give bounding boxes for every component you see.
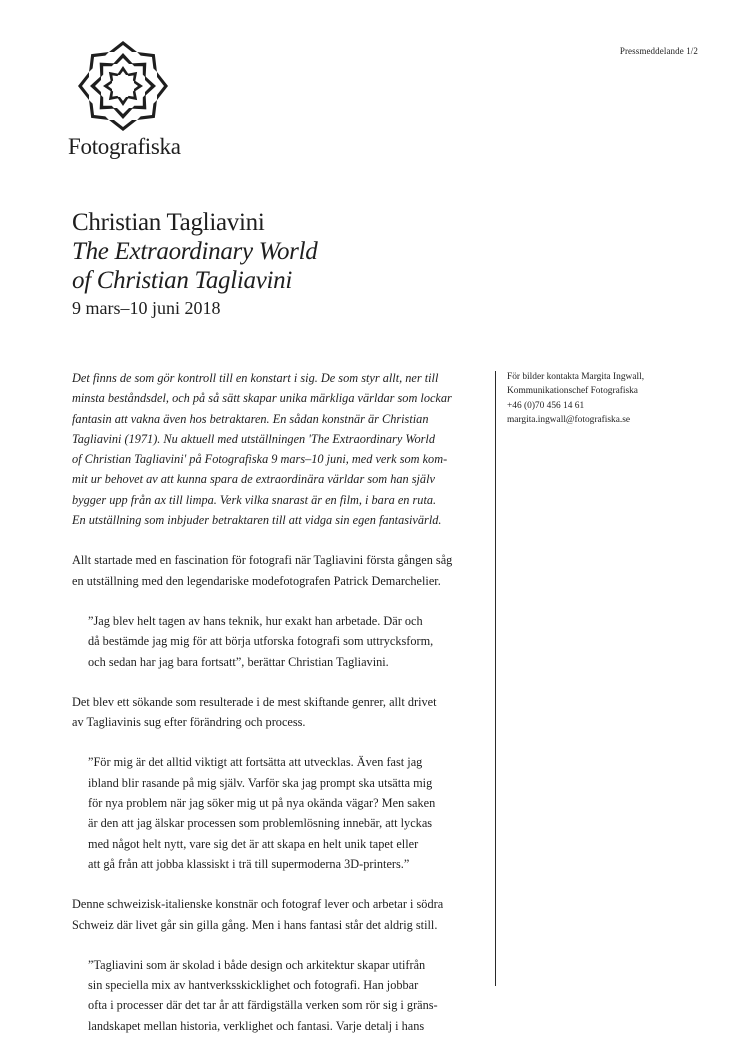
contact-phone: +46 (0)70 456 14 61 (507, 400, 585, 411)
text-line: en utställning med den legendariske modefotografen Patrick Demarchelier. (72, 573, 441, 588)
text-line: landskapet mellan historia, verklighet och fantasi. Varje detalj i hans (88, 1018, 425, 1033)
text-line: mit ur behovet av att kunna spara de extraordinära världar som han själv (72, 472, 435, 487)
exhibition-title-line-2: of Christian Tagliavini (72, 267, 293, 294)
text-line: är den att jag älskar processen som problemlösning innebär, att lyckas (88, 816, 433, 831)
logo-wordmark: Fotografiska (68, 134, 181, 159)
text-line: och sedan har jag bara fortsatt”, berättar Christian Tagliavini. (88, 654, 389, 669)
quote-paragraph (72, 955, 477, 1036)
text-line: ofta i processer där det tar år att färdigställa verken som rör sig i gräns- (88, 998, 438, 1013)
text-line: med något helt nytt, vare sig det är att skapa en helt unik tapet eller (88, 836, 419, 851)
text-line: bygger upp från ax till limpa. Verk vilka snarast är en film, i bara en ruta. (72, 492, 437, 507)
text-line: ”Tagliavini som är skolad i både design och arkitektur skapar utifrån (88, 957, 426, 972)
text-line: Tagliavini (1971). Nu aktuell med utställningen 'The Extraordinary World (72, 431, 435, 446)
lead-paragraph (72, 368, 477, 530)
body-paragraph (72, 692, 477, 733)
text-line: Allt startade med en fascination för fotografi när Tagliavini första gången såg (72, 553, 453, 568)
contact-email[interactable]: margita.ingwall@fotografiska.se (507, 415, 631, 426)
exhibition-dates: 9 mars–10 juni 2018 (72, 298, 221, 318)
text-line: för nya problem när jag söker mig ut på nya okända vägar? Men saken (88, 796, 436, 811)
contact-line: För bilder kontakta Margita Ingwall, (507, 372, 645, 382)
text-line: Det finns de som gör kontroll till en konstart i sig. De som styr allt, ner till (72, 371, 439, 385)
fotografiska-logo (68, 40, 188, 160)
fotografiska-emblem-icon (78, 40, 168, 132)
text-line: sin speciella mix av hantverksskicklighet och fotografi. Han jobbar (88, 978, 419, 993)
page-label: Pressmeddelande 1/2 (619, 46, 698, 56)
text-line: ibland blir rasande på mig själv. Varför ska jag prompt ska utsätta mig (88, 775, 433, 790)
quote-paragraph (72, 752, 477, 874)
quote-paragraph (72, 611, 477, 672)
text-line: of Christian Tagliavini' på Fotografiska 9 mars–10 juni, med verk som kom- (72, 452, 448, 467)
exhibition-title-line-1: The Extraordinary World (72, 238, 318, 265)
press-release-body (72, 368, 477, 1056)
contact-title: Kommunikationschef Fotografiska (507, 386, 638, 397)
text-line: Denne schweizisk-italienske konstnär och fotograf lever och arbetar i södra (72, 897, 444, 912)
body-paragraph (72, 894, 477, 935)
body-paragraph (72, 550, 477, 591)
text-line: Schweiz där livet går sin gilla gång. Men i hans fantasi står det aldrig still. (72, 917, 438, 932)
text-line: En utställning som inbjuder betraktaren till att vidga sin egen fantasivärld. (72, 513, 442, 528)
text-line: av Tagliavinis sug efter förändring och process. (72, 715, 306, 730)
text-line: ”Jag blev helt tagen av hans teknik, hur exakt han arbetade. Där och (88, 613, 423, 628)
text-line: ”För mig är det alltid viktigt att fortsätta att utvecklas. Även fast jag (88, 755, 423, 770)
text-line: då bestämde jag mig för att börja utforska fotografi som uttrycksform, (88, 634, 434, 649)
text-line: minsta beståndsdel, och på så sätt skapar unika märkliga världar som lockar (72, 391, 452, 406)
sidebar-divider (495, 371, 496, 986)
artist-name: Christian Tagliavini (72, 209, 265, 236)
contact-sidebar (507, 370, 644, 428)
text-line: Det blev ett sökande som resulterade i de mest skiftande genrer, allt drivet (72, 694, 437, 709)
title-block (72, 208, 317, 319)
text-line: att gå från att jobba klassiskt i trä till supermoderna 3D-printers.” (88, 856, 410, 871)
text-line: fantasin att vakna även hos betraktaren. En sådan konstnär är Christian (72, 411, 429, 426)
